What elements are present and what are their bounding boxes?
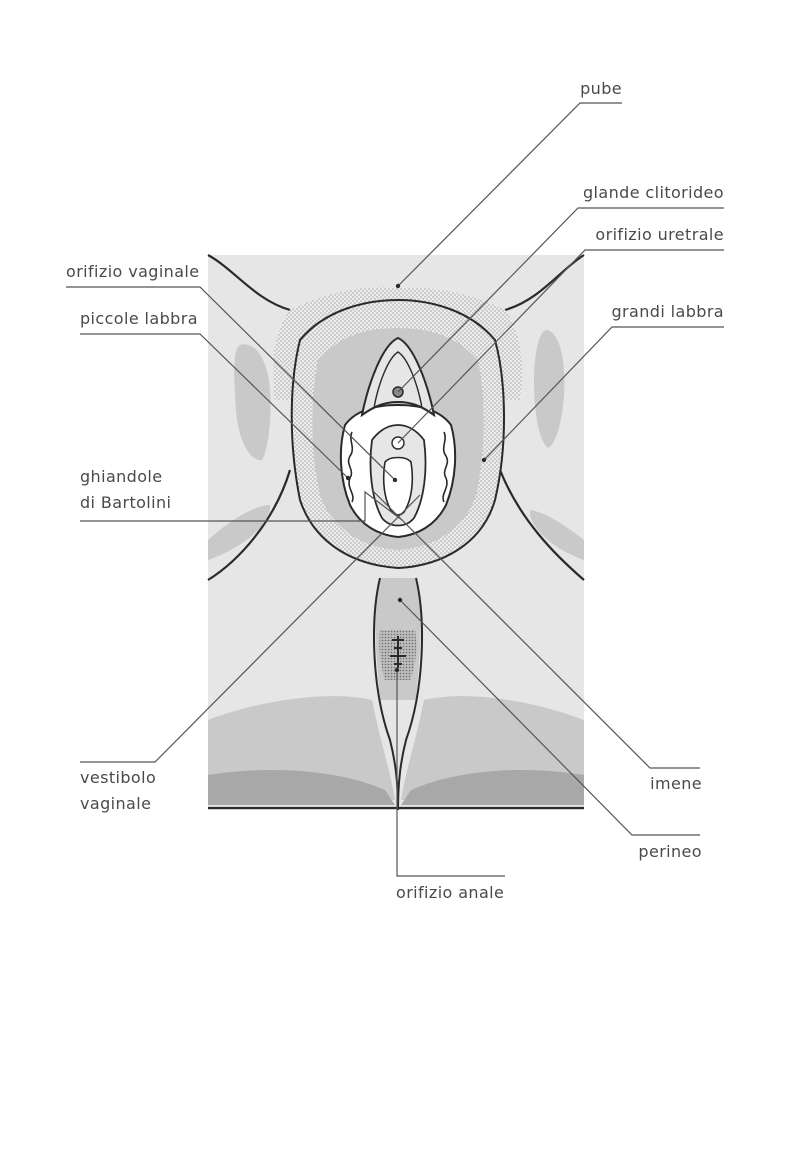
label-ghiandole-line2: di Bartolini [80, 493, 172, 512]
label-grandi-labbra: grandi labbra [611, 302, 724, 321]
label-ghiandole-line1: ghiandole [80, 467, 163, 486]
label-orifizio-vaginale: orifizio vaginale [66, 262, 200, 281]
label-pube: pube [580, 79, 622, 98]
label-perineo: perineo [638, 842, 702, 861]
label-piccole-labbra: piccole labbra [80, 309, 198, 328]
label-vestibolo-line1: vestibolo [80, 768, 157, 787]
label-imene: imene [650, 774, 702, 793]
label-vestibolo-line2: vaginale [80, 794, 152, 813]
label-orifizio-anale: orifizio anale [396, 883, 505, 902]
label-orifizio-uretrale: orifizio uretrale [595, 225, 724, 244]
label-glande-clitorideo: glande clitorideo [583, 183, 724, 202]
